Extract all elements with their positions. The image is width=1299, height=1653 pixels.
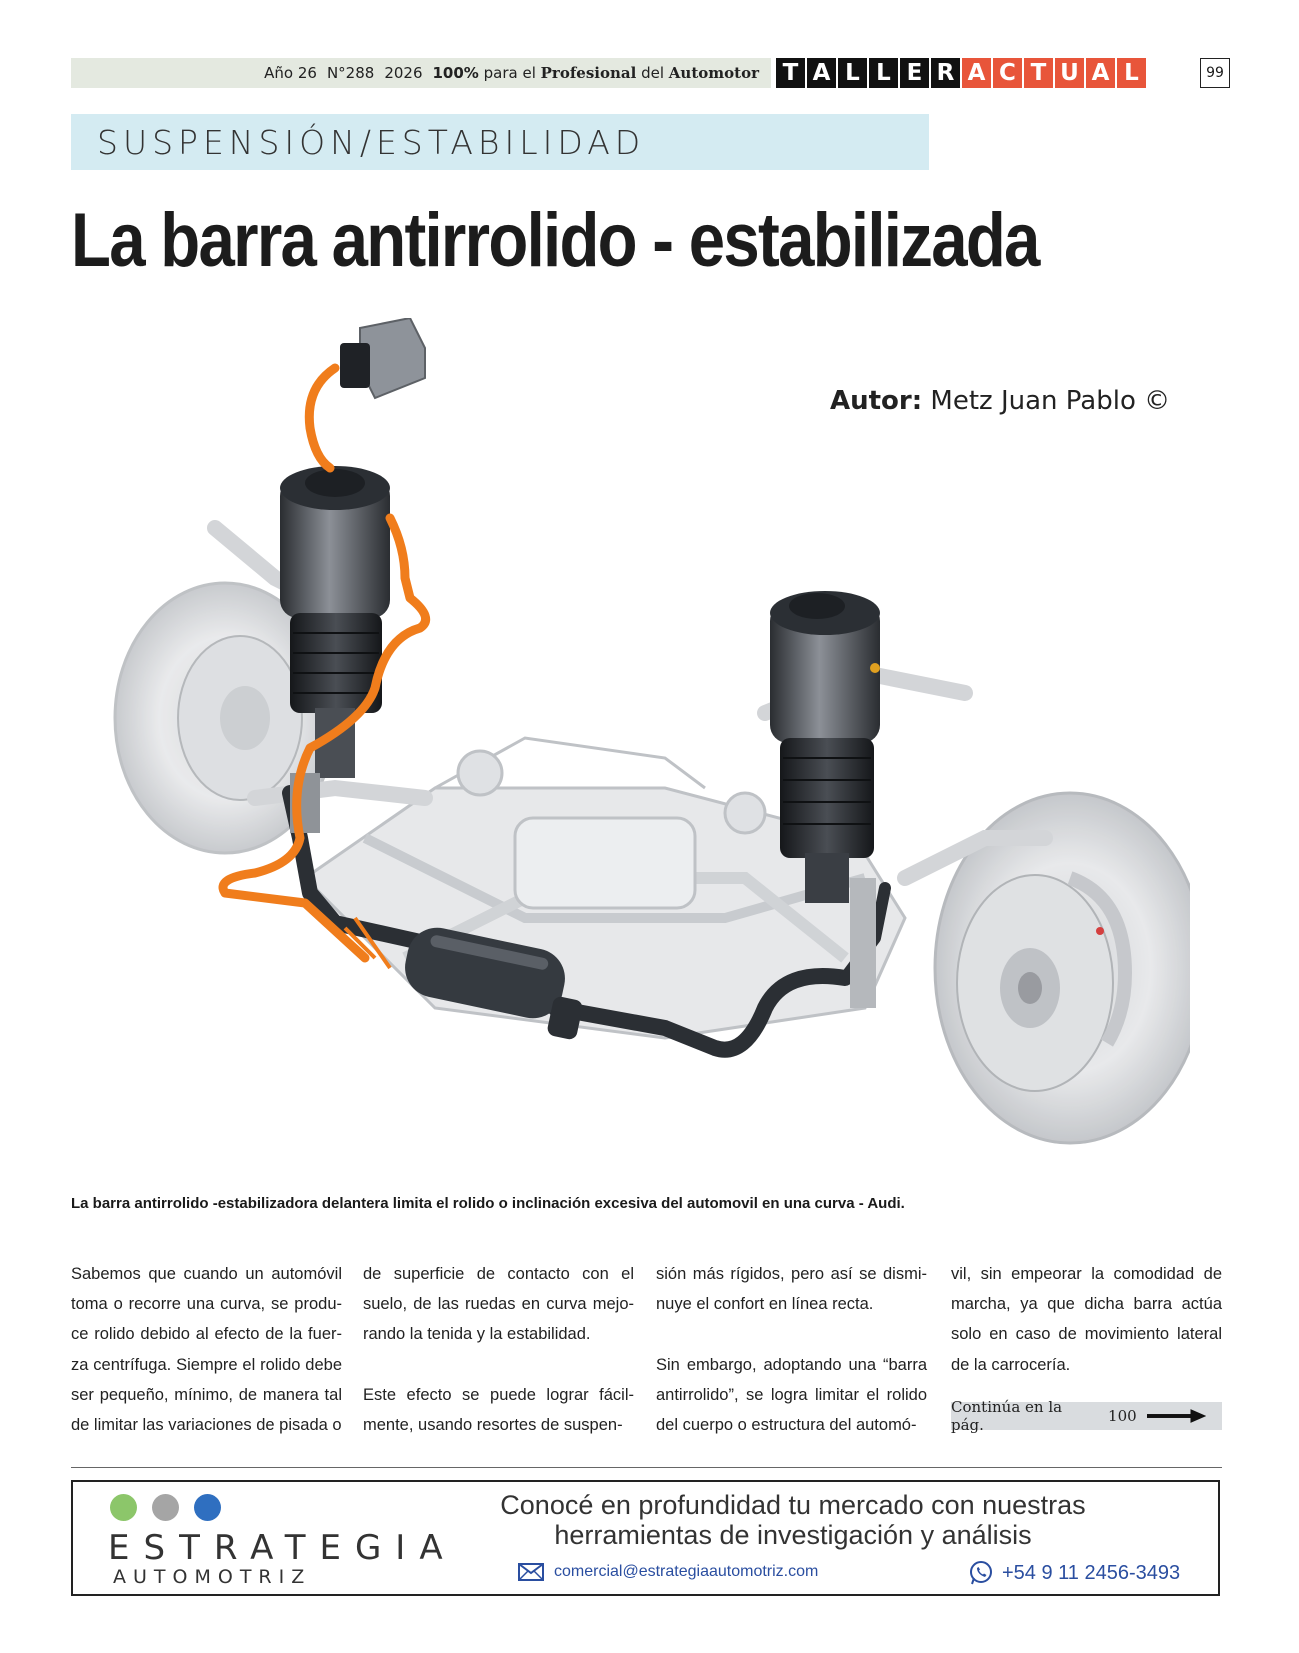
continue-page: 100 xyxy=(1108,1407,1137,1425)
ad-email-text: comercial@estrategiaautomotriz.com xyxy=(554,1563,819,1580)
author-name: Metz Juan Pablo © xyxy=(930,386,1171,416)
paragraph: vil, sin empeorar la comodidad de marcha, ya que dicha barra actúa solo en caso de movimiento lateral de la carrocería. xyxy=(951,1265,1222,1374)
brand-dots xyxy=(110,1494,221,1521)
brand-dot xyxy=(194,1494,221,1521)
logo-letter: L xyxy=(1117,58,1146,88)
article-title: La barra antirrolido - estabilizada xyxy=(71,198,1039,283)
logo-letter: E xyxy=(900,58,929,88)
logo-letter: A xyxy=(1086,58,1115,88)
logo-letter: C xyxy=(993,58,1022,88)
issue-number: N°288 xyxy=(326,64,375,82)
brand-dot xyxy=(110,1494,137,1521)
paragraph: Sin embargo, adoptando una “barra antirrolido”, se logra limitar el rolido del cuerpo o estructura del automó- xyxy=(656,1355,927,1434)
tagline-del: del xyxy=(641,64,665,82)
logo-letter: T xyxy=(776,58,805,88)
logo-letter: A xyxy=(807,58,836,88)
front-axle-drawing xyxy=(105,318,1190,1188)
brand-dot xyxy=(152,1494,179,1521)
suspension-illustration xyxy=(105,318,1190,1188)
ad-headline-line-1: Conocé en profundidad tu mercado con nuestras xyxy=(500,1490,1086,1520)
issue-info xyxy=(71,58,771,88)
ad-email[interactable] xyxy=(518,1563,818,1581)
advertisement[interactable] xyxy=(71,1480,1220,1596)
logo-letter: A xyxy=(962,58,991,88)
logo-letter: L xyxy=(838,58,867,88)
paragraph: de superficie de contacto con el suelo, de las ruedas en curva mejo-rando la tenida y la estabilidad. xyxy=(363,1265,634,1344)
paragraph: Sabemos que cuando un automóvil toma o recorre una curva, se produ-ce rolido debido al efecto de la fuer-za centrífuga. Siempre el rolido debe ser pequeño, mínimo, de manera tal de limitar las variaciones de pisada o xyxy=(71,1265,342,1435)
issue-date: 2026 xyxy=(384,64,423,82)
ad-phone-text: +54 9 11 2456-3493 xyxy=(1002,1561,1181,1584)
body-column-1 xyxy=(71,1259,342,1440)
tagline-para: para el xyxy=(483,64,536,82)
author-credit xyxy=(830,386,1230,422)
author-label: Autor: xyxy=(830,386,923,416)
paragraph: Este efecto se puede lograr fácil-mente, usando resortes de suspen- xyxy=(363,1385,634,1434)
figure-caption: La barra antirrolido -estabilizadora delantera limita el rolido o inclinación excesiva del automovil en una curva - Audi. xyxy=(71,1195,905,1212)
body-column-2 xyxy=(363,1259,634,1440)
brand-subtitle: AUTOMOTRIZ xyxy=(113,1566,312,1588)
tagline-automotor: Automotor xyxy=(668,64,759,82)
logo-letter: R xyxy=(931,58,960,88)
continue-link[interactable] xyxy=(951,1398,1222,1434)
tagline xyxy=(433,64,760,82)
issue-year: Año 26 xyxy=(264,64,317,82)
logo-letter: T xyxy=(1024,58,1053,88)
tagline-profesional: Profesional xyxy=(540,64,637,82)
paragraph: sión más rígidos, pero así se dismi-nuye el confort en línea recta. xyxy=(656,1265,927,1314)
arrow-right-icon xyxy=(1147,1409,1206,1423)
logo-letter: U xyxy=(1055,58,1084,88)
brand-name: ESTRATEGIA xyxy=(108,1528,457,1568)
ad-headline-line-2: herramientas de investigación y análisis xyxy=(554,1520,1032,1550)
header-strip xyxy=(71,58,1228,88)
body-column-4 xyxy=(951,1259,1222,1380)
body-column-3 xyxy=(656,1259,927,1440)
ad-headline xyxy=(493,1490,1093,1550)
mail-icon xyxy=(518,1563,544,1581)
magazine-logo xyxy=(776,58,1146,88)
valve-block xyxy=(340,318,425,398)
logo-letter: L xyxy=(869,58,898,88)
section-banner: SUSPENSIÓN/ESTABILIDAD xyxy=(71,114,929,170)
continue-label: Continúa en la pág. xyxy=(951,1398,1063,1434)
tagline-pct: 100% xyxy=(432,64,479,82)
whatsapp-icon xyxy=(968,1560,994,1586)
ad-phone[interactable] xyxy=(968,1560,1180,1586)
page-number: 99 xyxy=(1200,58,1230,88)
divider xyxy=(71,1467,1222,1468)
